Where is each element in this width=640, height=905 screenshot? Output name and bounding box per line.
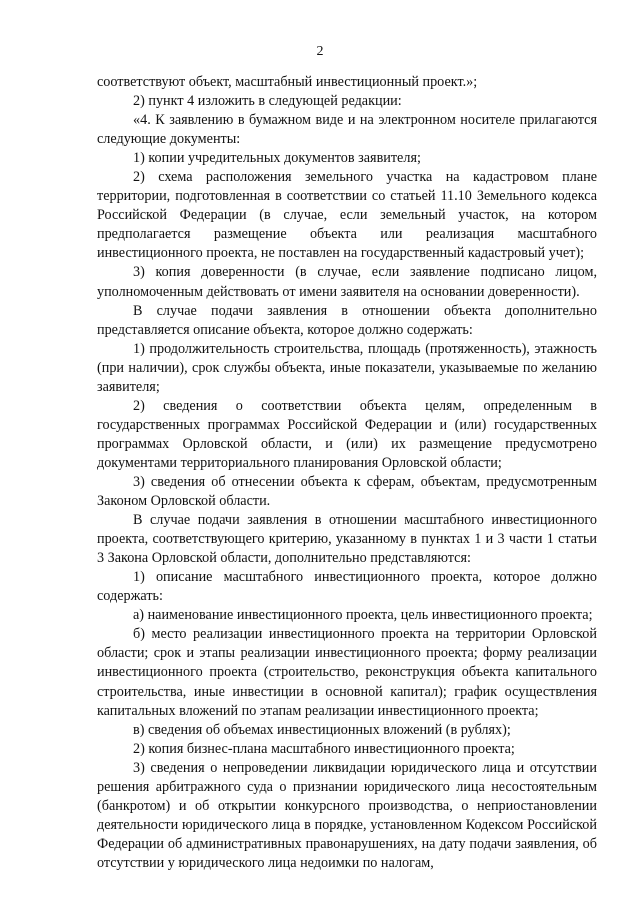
page-number: 2 xyxy=(316,44,324,59)
paragraph: 1) описание масштабного инвестиционного проекта, которое должно содержать: xyxy=(97,569,597,605)
paragraph: В случае подачи заявления в отношении объекта дополнительно представляется описание объекта, которое должно содержать: xyxy=(97,302,597,338)
paragraph: 1) копии учредительных документов заявителя; xyxy=(133,150,421,167)
paragraph: 2) пункт 4 изложить в следующей редакции: xyxy=(133,93,402,110)
paragraph: 3) сведения о непроведении ликвидации юридического лица и отсутствии решения арбитражного суда о признании юридического лица несостоятельным (банкротом) и об открытии конкурсного производства, о неприостановлении деятельности юридического лица в порядке, установленном Кодексом Российской Федерации об административных правонарушениях, на дату подачи заявления, об отсутствии у юридического лица недоимки по налогам, xyxy=(97,759,597,871)
paragraph: 3) сведения об отнесении объекта к сферам, объектам, предусмотренным Законом Орловской области. xyxy=(97,473,597,510)
paragraph: соответствуют объект, масштабный инвестиционный проект.»; xyxy=(97,74,478,90)
paragraph: 2) сведения о соответствии объекта целям, определенным в государственных программах Российской Федерации и (или) государственных программах Орловской области, и (или) их размещение предусмотрено документами территориального планирования Орловской области; xyxy=(97,397,597,471)
paragraph: В случае подачи заявления в отношении масштабного инвестиционного проекта, соответствующего критерию, указанному в пунктах 1 и 3 части 1 статьи 3 Закона Орловской области, дополнительно представляются: xyxy=(97,512,597,567)
paragraph: а) наименование инвестиционного проекта, цель инвестиционного проекта; xyxy=(133,607,593,624)
paragraph: 2) схема расположения земельного участка на кадастровом плане территории, подготовленная в соответствии со статьей 11.10 Земельного кодекса Российской Федерации (в случае, если земельный участок, на котором предполагается размещение объекта или реализация масштабного инвестиционного проекта, не поставлен на государственный кадастровый учет); xyxy=(97,169,597,262)
paragraph: 3) копия доверенности (в случае, если заявление подписано лицом, уполномоченным действовать от имени заявителя на основании доверенности). xyxy=(97,264,597,300)
paragraph: в) сведения об объемах инвестиционных вложений (в рублях); xyxy=(133,721,511,738)
paragraph: «4. К заявлению в бумажном виде и на электронном носителе прилагаются следующие документы: xyxy=(97,112,597,148)
document-body xyxy=(97,73,597,873)
paragraph: 2) копия бизнес-плана масштабного инвестиционного проекта; xyxy=(133,740,515,757)
paragraph: б) место реализации инвестиционного проекта на территории Орловской области; срок и этапы реализации инвестиционного проекта; форму реализации инвестиционного проекта (строительство, реконструкция объекта капитального строительства, иные инвестиции в основной капитал); график осуществления капитальных вложений по этапам реализации инвестиционного проекта; xyxy=(97,626,597,719)
paragraph: 1) продолжительность строительства, площадь (протяженность), этажность (при наличии), срок службы объекта, иные показатели, указываемые по желанию заявителя; xyxy=(97,340,597,395)
